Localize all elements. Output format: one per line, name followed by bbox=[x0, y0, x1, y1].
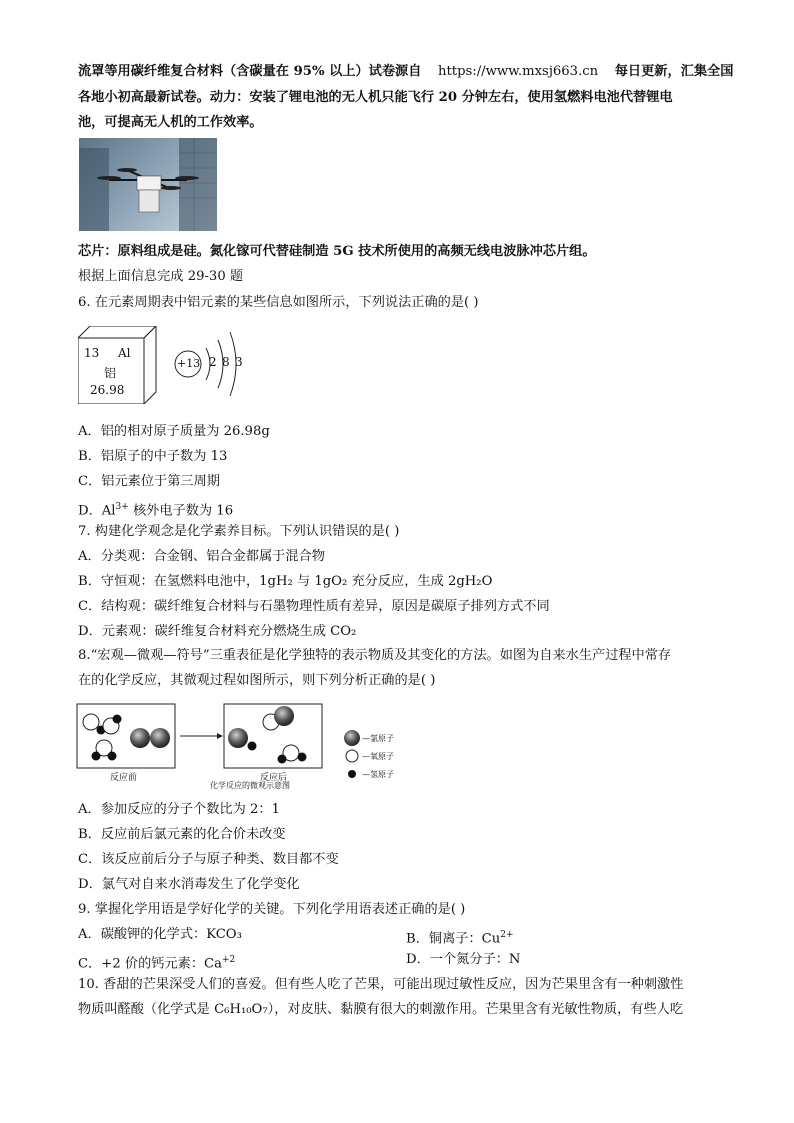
atom-structure-diagram bbox=[172, 328, 247, 398]
q9-stem: 9. 掌握化学用语是学好化学的关键。下列化学用语表述正确的是( ) bbox=[78, 902, 466, 917]
q8-option-c[interactable]: C．该反应前后分子与原子种类、数目都不变 bbox=[78, 852, 339, 867]
q9-option-d[interactable]: D．一个氮分子：N bbox=[406, 952, 521, 967]
legend-oxygen: —氧原子 bbox=[362, 752, 394, 761]
shell-3-count: 3 bbox=[235, 355, 243, 369]
legend-hydrogen: —氢原子 bbox=[362, 770, 394, 779]
q9-option-b[interactable]: B．铜离子：$Cu^{2+}$ bbox=[406, 930, 514, 947]
legend-chlorine: —氯原子 bbox=[362, 734, 394, 743]
q6-option-b[interactable]: B．铝原子的中子数为 13 bbox=[78, 449, 228, 464]
after-label: 反应后 bbox=[260, 773, 288, 783]
q6-option-a[interactable]: A．铝的相对原子质量为 26.98g bbox=[78, 424, 270, 439]
diagram-caption: 化学反应的微观示意图 bbox=[210, 781, 290, 790]
q6-option-c[interactable]: C．铝元素位于第三周期 bbox=[78, 474, 220, 489]
intro-line-2: 各地小初高最新试卷。动力：安装了锂电池的无人机只能飞行 20 分钟左右，使用氢燃料电池代替锂电 bbox=[78, 90, 673, 105]
q9-option-a[interactable]: A．碳酸钾的化学式：KCO₃ bbox=[78, 927, 242, 942]
atomic-number: 13 bbox=[84, 346, 100, 360]
source-url[interactable]: https://www.mxsj663.cn bbox=[437, 64, 599, 79]
q8-option-a[interactable]: A．参加反应的分子个数比为 2：1 bbox=[78, 802, 280, 817]
q7-option-a[interactable]: A．分类观：合金钢、铝合金都属于混合物 bbox=[78, 549, 325, 564]
q8-option-b[interactable]: B．反应前后氯元素的化合价未改变 bbox=[78, 827, 286, 842]
chip-line: 芯片：原料组成是硅。氮化镓可代替硅制造 5G 技术所使用的高频无线电波脉冲芯片组。 bbox=[78, 244, 596, 259]
element-card bbox=[78, 326, 158, 404]
q7-stem: 7. 构建化学观念是化学素养目标。下列认识错误的是( ) bbox=[78, 524, 400, 539]
q10-line-1: 10. 香甜的芒果深受人们的喜爱。但有些人吃了芒果，可能出现过敏性反应，因为芒果里含有一种刺激性 bbox=[78, 977, 684, 992]
nucleus-charge: +13 bbox=[177, 357, 201, 370]
before-label: 反应前 bbox=[110, 773, 138, 783]
q10-line-2: 物质叫醛酸（化学式是 C₆H₁₀O₇），对皮肤、黏膜有很大的刺激作用。芒果里含有光敏性物质，有些人吃 bbox=[78, 1002, 684, 1017]
q7-option-d[interactable]: D．元素观：碳纤维复合材料充分燃烧生成 CO₂ bbox=[78, 624, 357, 639]
q6-option-d[interactable]: D．$Al^{3+}$ 核外电子数为 16 bbox=[78, 502, 234, 519]
q7-option-c[interactable]: C．结构观：碳纤维复合材料与石墨物理性质有差异，原因是碳原子排列方式不同 bbox=[78, 599, 550, 614]
instruction-note: 根据上面信息完成 29-30 题 bbox=[78, 269, 244, 284]
intro-line-3: 池，可提高无人机的工作效率。 bbox=[78, 115, 263, 130]
atomic-mass: 26.98 bbox=[90, 383, 125, 397]
q8-stem-line-1: 8.“宏观—微观—符号”三重表征是化学独特的表示物质及其变化的方法。如图为自来水生产过程中常存 bbox=[78, 648, 672, 663]
drone-photo bbox=[79, 138, 217, 231]
q7-option-b[interactable]: B．守恒观：在氢燃料电池中，1gH₂ 与 1gO₂ 充分反应，生成 2gH₂O bbox=[78, 574, 493, 589]
q6-stem: 6. 在元素周期表中铝元素的某些信息如图所示，下列说法正确的是( ) bbox=[78, 295, 479, 310]
element-name: 铝 bbox=[104, 366, 117, 380]
q8-option-d[interactable]: D．氯气对自来水消毒发生了化学变化 bbox=[78, 877, 300, 892]
shell-1-count: 2 bbox=[209, 355, 217, 369]
intro-line-1: 流罩等用碳纤维复合材料（含碳量在 95% 以上）试卷源自 https://www.mxsj663.cn 每日更新，汇集全国 bbox=[78, 64, 734, 79]
shell-2-count: 8 bbox=[222, 355, 230, 369]
q8-stem-line-2: 在的化学反应，其微观过程如图所示，则下列分析正确的是( ) bbox=[78, 673, 436, 688]
reaction-diagram bbox=[72, 700, 412, 792]
element-symbol: Al bbox=[118, 346, 131, 360]
q9-option-c[interactable]: C．+2 价的钙元素：$Ca^{+2}$ bbox=[78, 955, 236, 972]
